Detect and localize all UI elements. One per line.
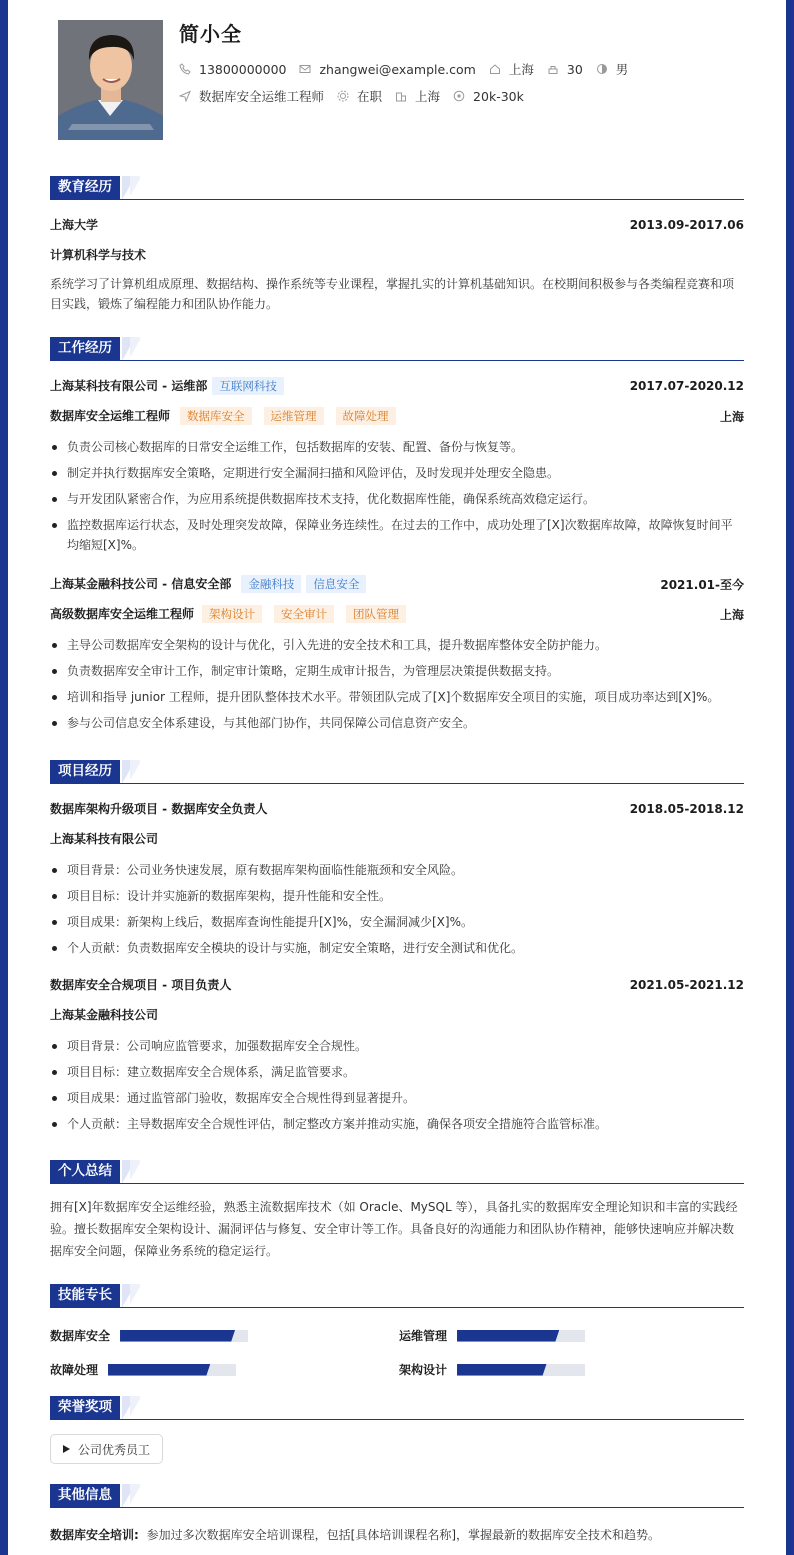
mail-icon xyxy=(299,63,311,75)
other-section xyxy=(50,1484,744,1542)
project-name: 数据库架构升级项目 - 数据库安全负责人 xyxy=(50,802,268,816)
heading-decoration xyxy=(130,760,140,783)
project-title: 项目经历 xyxy=(50,760,120,783)
resume-body xyxy=(8,150,786,1555)
summary-title: 个人总结 xyxy=(50,1160,120,1183)
phone-item xyxy=(179,62,286,77)
skills-section xyxy=(50,1284,744,1377)
list-item: 监控数据库运行状态，及时处理突发故障，保障业务连续性。在过去的工作中，成功处理了[X]次数据库故障，故障恢复时间平均缩短[X]%。 xyxy=(50,515,744,555)
list-item: 个人贡献：主导数据库安全合规性评估，制定整改方案并推动实施，确保各项安全措施符合监管标准。 xyxy=(50,1114,744,1134)
age-item xyxy=(547,62,583,77)
project-name: 数据库安全合规项目 - 项目负责人 xyxy=(50,978,232,992)
skill-bar-fill xyxy=(120,1330,235,1342)
skill-name: 运维管理 xyxy=(399,1329,448,1343)
project-heading xyxy=(50,760,744,784)
awards-title: 荣誉奖项 xyxy=(50,1396,120,1419)
list-item: 制定并执行数据库安全策略，定期进行安全漏洞扫描和风险评估，及时发现并处理安全隐患。 xyxy=(50,463,744,483)
skill-item xyxy=(399,1327,585,1344)
skill-bar xyxy=(457,1364,585,1376)
list-item: 项目成果：新架构上线后，数据库查询性能提升[X]%，安全漏洞减少[X]%。 xyxy=(50,912,744,932)
salary-text: 20k-30k xyxy=(473,88,524,104)
frame-right-border xyxy=(786,0,794,1555)
position-item xyxy=(179,87,324,105)
other-title: 其他信息 xyxy=(50,1484,120,1507)
skill-name: 架构设计 xyxy=(399,1363,448,1377)
skill-bar-fill xyxy=(457,1330,559,1342)
skill-tag: 数据库安全 xyxy=(180,407,252,425)
age-icon xyxy=(547,63,559,75)
skill-bar xyxy=(457,1330,585,1342)
project-2-company-row xyxy=(50,1006,744,1023)
project-date: 2021.05-2021.12 xyxy=(629,977,744,992)
job-title xyxy=(50,605,406,623)
work-entry-1-bullets xyxy=(50,437,744,561)
heading-decoration xyxy=(130,1284,140,1307)
skills-title: 技能专长 xyxy=(50,1284,120,1307)
skill-bar-fill xyxy=(457,1364,547,1376)
city-item xyxy=(395,87,440,105)
industry-tag: 信息安全 xyxy=(306,575,366,593)
skill-tag: 团队管理 xyxy=(346,605,406,623)
awards-heading xyxy=(50,1396,744,1420)
skill-item xyxy=(399,1361,585,1378)
work-city: 上海 xyxy=(719,409,744,424)
education-heading xyxy=(50,176,744,200)
job-title-text: 高级数据库安全运维工程师 xyxy=(50,607,195,621)
job-title xyxy=(50,407,396,425)
triangle-bullet-icon xyxy=(63,1445,70,1453)
education-entry-header xyxy=(50,216,744,233)
avatar xyxy=(58,20,163,140)
project-1-header xyxy=(50,800,744,817)
phone-text: 13800000000 xyxy=(199,61,287,77)
work-entry-2-header xyxy=(50,575,744,593)
list-item: 项目目标：建立数据库安全合规体系，满足监管要求。 xyxy=(50,1062,744,1082)
gender-item xyxy=(596,60,629,78)
heading-decoration xyxy=(130,337,140,360)
work-entry-1-header xyxy=(50,377,744,395)
gender-icon xyxy=(596,63,608,75)
list-item: 项目背景：公司响应监管要求，加强数据库安全合规性。 xyxy=(50,1036,744,1056)
skill-tag: 架构设计 xyxy=(202,605,262,623)
list-item: 个人贡献：负责数据库安全模块的设计与实施，制定安全策略，进行安全测试和优化。 xyxy=(50,938,744,958)
work-entry-1-title-row xyxy=(50,407,744,425)
work-heading xyxy=(50,337,744,361)
industry-tag: 互联网科技 xyxy=(212,377,284,395)
status-item xyxy=(337,87,382,105)
other-info-text xyxy=(50,1525,744,1545)
skill-item xyxy=(50,1361,236,1378)
heading-decoration xyxy=(130,1396,140,1419)
list-item: 参与公司信息安全体系建设，与其他部门协作，共同保障公司信息资产安全。 xyxy=(50,713,744,733)
skill-bar xyxy=(120,1330,248,1342)
list-item: 与开发团队紧密合作，为应用系统提供数据库技术支持，优化数据库性能，确保系统高效稳定运行。 xyxy=(50,489,744,509)
frame-left-border xyxy=(0,0,8,1555)
project-2-header xyxy=(50,976,744,993)
work-company xyxy=(50,377,284,395)
project-company: 上海某金融科技公司 xyxy=(50,1008,159,1022)
skill-item xyxy=(50,1327,248,1344)
work-title: 工作经历 xyxy=(50,337,120,360)
work-company xyxy=(50,575,366,593)
list-item: 项目背景：公司业务快速发展，原有数据库架构面临性能瓶颈和安全风险。 xyxy=(50,860,744,880)
skill-bar xyxy=(108,1364,236,1376)
project-company: 上海某科技有限公司 xyxy=(50,832,159,846)
skill-name: 故障处理 xyxy=(50,1363,99,1377)
work-date: 2021.01-至今 xyxy=(660,577,744,592)
list-item: 负责数据库安全审计工作，制定审计策略，定期生成审计报告，为管理层决策提供数据支持。 xyxy=(50,661,744,681)
heading-decoration xyxy=(130,1160,140,1183)
project-1-bullets xyxy=(50,860,744,964)
company-name: 上海某科技有限公司 - 运维部 xyxy=(50,379,208,393)
school-name: 上海大学 xyxy=(50,218,99,232)
education-description: 系统学习了计算机组成原理、数据结构、操作系统等专业课程，掌握扎实的计算机基础知识。在校期间积极参与各类编程竞赛和项目实践，锻炼了编程能力和团队协作能力。 xyxy=(50,277,735,311)
education-date: 2013.09-2017.06 xyxy=(629,217,744,232)
industry-tag: 金融科技 xyxy=(241,575,301,593)
age-text: 30 xyxy=(566,61,583,77)
heading-decoration xyxy=(130,1484,140,1507)
heading-decoration xyxy=(130,176,140,199)
gender-text: 男 xyxy=(615,62,629,77)
company-name: 上海某金融科技公司 - 信息安全部 xyxy=(50,577,232,591)
awards-section xyxy=(50,1396,744,1457)
status-text: 在职 xyxy=(357,89,383,104)
list-item: 培训和指导 junior 工程师，提升团队整体技术水平。带领团队完成了[X]个数据库安全项目的实施，项目成功率达到[X]%。 xyxy=(50,687,744,707)
email-item xyxy=(299,62,475,77)
award-name: 公司优秀员工 xyxy=(78,1442,151,1457)
list-item: 负责公司核心数据库的日常安全运维工作，包括数据库的安装、配置、备份与恢复等。 xyxy=(50,437,744,457)
skill-tag: 故障处理 xyxy=(336,407,396,425)
education-section xyxy=(50,176,744,311)
summary-heading xyxy=(50,1160,744,1184)
work-entry-2-bullets xyxy=(50,635,744,739)
city-icon xyxy=(395,90,407,102)
other-heading xyxy=(50,1484,744,1508)
position-text: 数据库安全运维工程师 xyxy=(199,89,325,104)
location-item xyxy=(489,60,534,78)
education-major-row xyxy=(50,246,744,263)
skill-bar-fill xyxy=(108,1364,210,1376)
other-info-content: 参加过多次数据库安全培训课程，包括[具体培训课程名称]，掌握最新的数据库安全技术和趋势。 xyxy=(146,1528,661,1542)
skill-name: 数据库安全 xyxy=(50,1329,111,1343)
list-item: 项目成果：通过监管部门验收，数据库安全合规性得到显著提升。 xyxy=(50,1088,744,1108)
work-entry-2-title-row xyxy=(50,605,744,623)
work-date: 2017.07-2020.12 xyxy=(629,379,744,393)
profile-header xyxy=(8,0,786,150)
skill-tag: 安全审计 xyxy=(274,605,334,623)
work-city: 上海 xyxy=(719,607,744,622)
summary-text: 拥有[X]年数据库安全运维经验，熟悉主流数据库技术（如 Oracle、MySQL 等），具备扎实的数据库安全理论知识和丰富的实践经验。擅长数据库安全架构设计、漏洞评估与修复、安全审计等工作。具备良好的沟通能力和团队协作精神，能够快速响应并解决数据库安全问题，保障业务系统的稳定运行。 xyxy=(50,1200,738,1258)
project-date: 2018.05-2018.12 xyxy=(629,801,744,816)
list-item: 主导公司数据库安全架构的设计与优化，引入先进的安全技术和工具，提升数据库整体安全防护能力。 xyxy=(50,635,744,655)
work-section xyxy=(50,337,744,730)
salary-icon xyxy=(453,90,465,102)
salary-item xyxy=(453,89,524,104)
contact-row xyxy=(179,60,641,78)
status-icon xyxy=(337,90,349,102)
project-section xyxy=(50,760,744,1131)
summary-section xyxy=(50,1160,744,1258)
education-title: 教育经历 xyxy=(50,176,120,199)
project-2-bullets xyxy=(50,1036,744,1140)
other-info-label: 数据库安全培训: xyxy=(50,1528,139,1542)
skills-heading xyxy=(50,1284,744,1308)
project-1-company-row xyxy=(50,830,744,847)
email-text: zhangwei@example.com xyxy=(319,61,476,77)
list-item: 项目目标：设计并实施新的数据库架构，提升性能和安全性。 xyxy=(50,886,744,906)
candidate-name: 简小全 xyxy=(179,22,242,46)
city-text: 上海 xyxy=(415,89,441,104)
location-text: 上海 xyxy=(508,62,534,77)
home-icon xyxy=(489,63,501,75)
job-intent-row xyxy=(179,87,537,105)
major-name: 计算机科学与技术 xyxy=(50,248,147,262)
phone-icon xyxy=(179,63,191,75)
job-title-text: 数据库安全运维工程师 xyxy=(50,409,171,423)
skill-tag: 运维管理 xyxy=(264,407,324,425)
award-item xyxy=(50,1434,163,1464)
position-icon xyxy=(179,90,191,102)
